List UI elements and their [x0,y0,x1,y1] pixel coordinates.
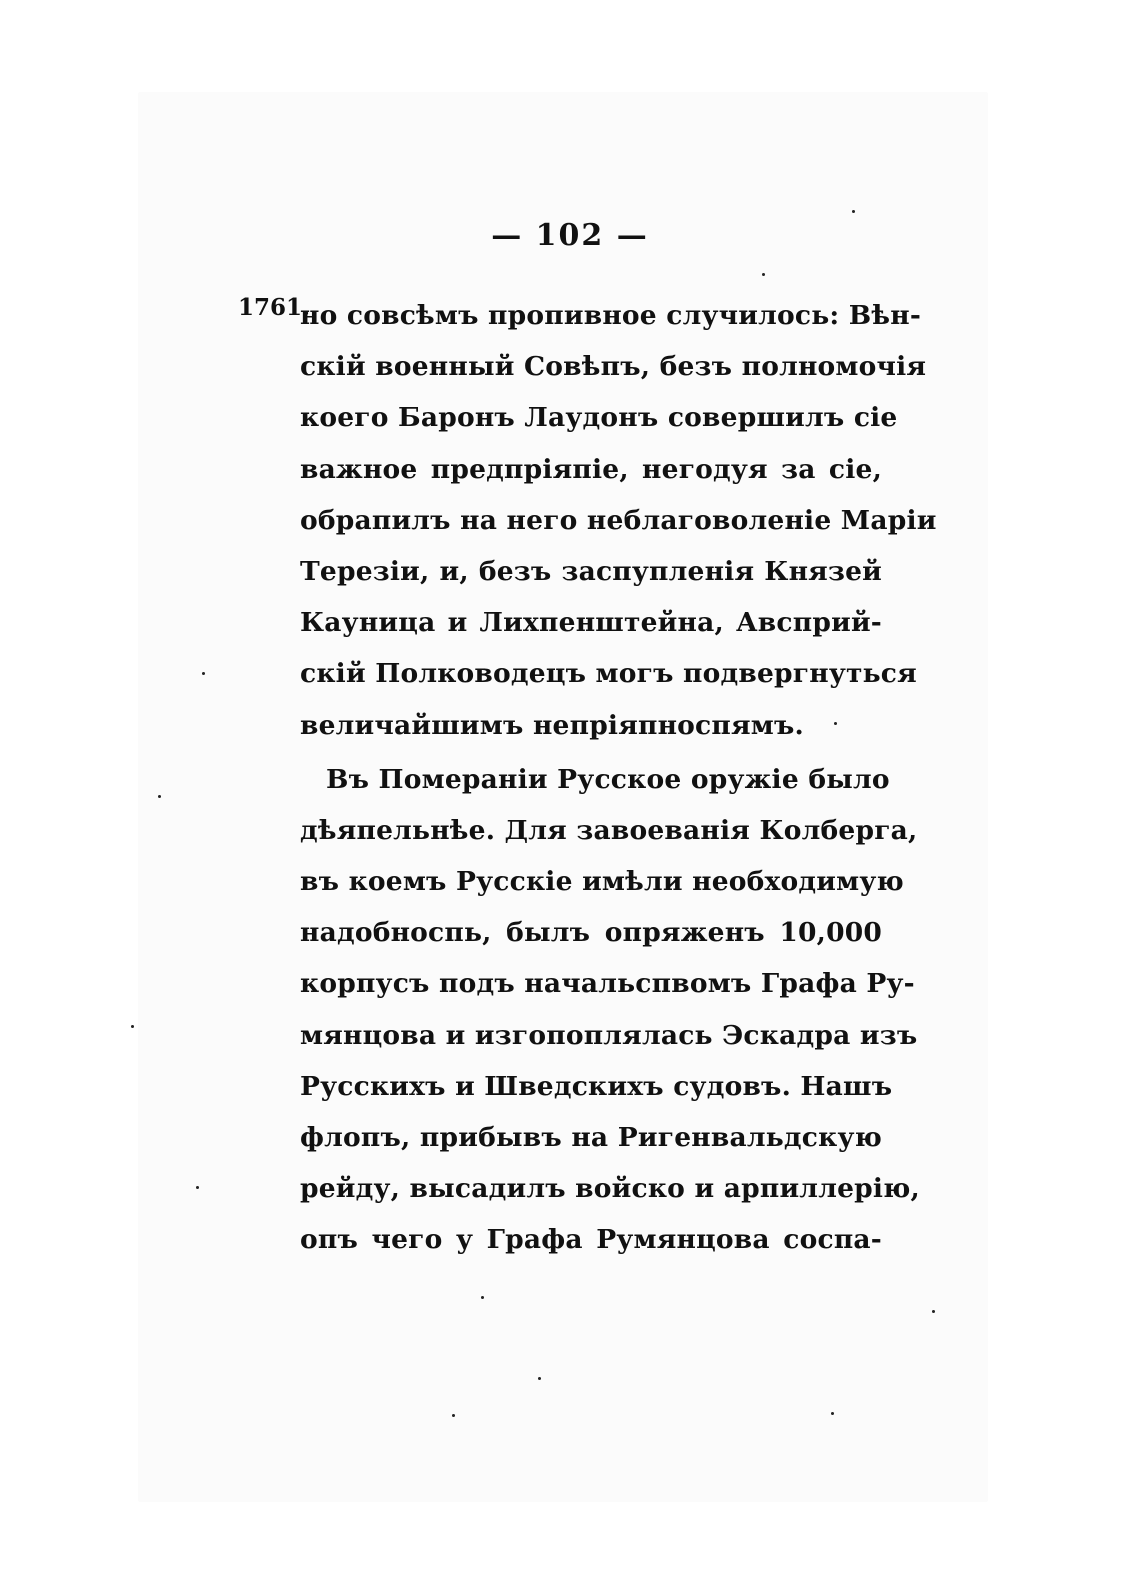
scan-speck [831,1412,834,1415]
text-line: Терезіи, и, безъ заспупленія Князей [300,555,882,587]
margin-year-note: 1761. [238,294,311,321]
paragraph [300,754,920,1266]
text-line: надобноспь, былъ опряженъ 10,000 [300,917,882,949]
text-line: мянцова и изгопоплялась Эскадра изъ [300,1019,918,1051]
paragraph [300,290,937,751]
scan-speck [452,1414,455,1417]
text-line: обрапилъ на него неблаговоленіе Маріи [300,504,937,536]
text-line: флопъ, прибывъ на Ригенвальдскую [300,1122,882,1153]
text-line: коего Баронъ Лаудонъ совершилъ сіе [300,402,898,434]
text-line: рейду, высадилъ войско и арпиллерію, [300,1173,920,1205]
scan-speck [131,1025,134,1028]
scan-speck [538,1377,541,1380]
scan-speck [852,210,855,213]
text-line: скій Полководецъ могъ подвергнуться [300,658,917,690]
text-line: Кауница и Лихпенштейна, Авсприй- [300,607,882,639]
text-line: Въ Помераніи Русское оружіе было [326,763,890,795]
text-line: важное предпріяпіе, негодуя за сіе, [300,453,882,485]
text-line: скій военный Совѣпъ, безъ полномочія [300,351,927,383]
body-text [300,290,937,1266]
scan-speck [481,1296,484,1299]
scan-speck [158,795,161,798]
page-number: — 102 — [491,218,649,253]
text-line: въ коемъ Русскіе имѣли необходимую [300,866,904,898]
text-line: дѣяпельнѣе. Для завоеванія Колберга, [300,814,918,846]
text-line: корпусъ подъ начальспвомъ Графа Ру- [300,968,915,1000]
scan-speck [932,1310,935,1313]
scan-speck [196,1186,199,1189]
scan-speck [202,672,205,675]
scan-speck [762,273,765,276]
text-line: опъ чего у Графа Румянцова соспа- [300,1224,882,1256]
text-line: Русскихъ и Шведскихъ судовъ. Нашъ [300,1070,893,1102]
scan-speck [834,722,837,725]
text-line: величайшимъ непріяпноспямъ. [300,709,804,741]
text-line: но совсѣмъ пропивное случилось: Вѣн- [300,300,922,331]
